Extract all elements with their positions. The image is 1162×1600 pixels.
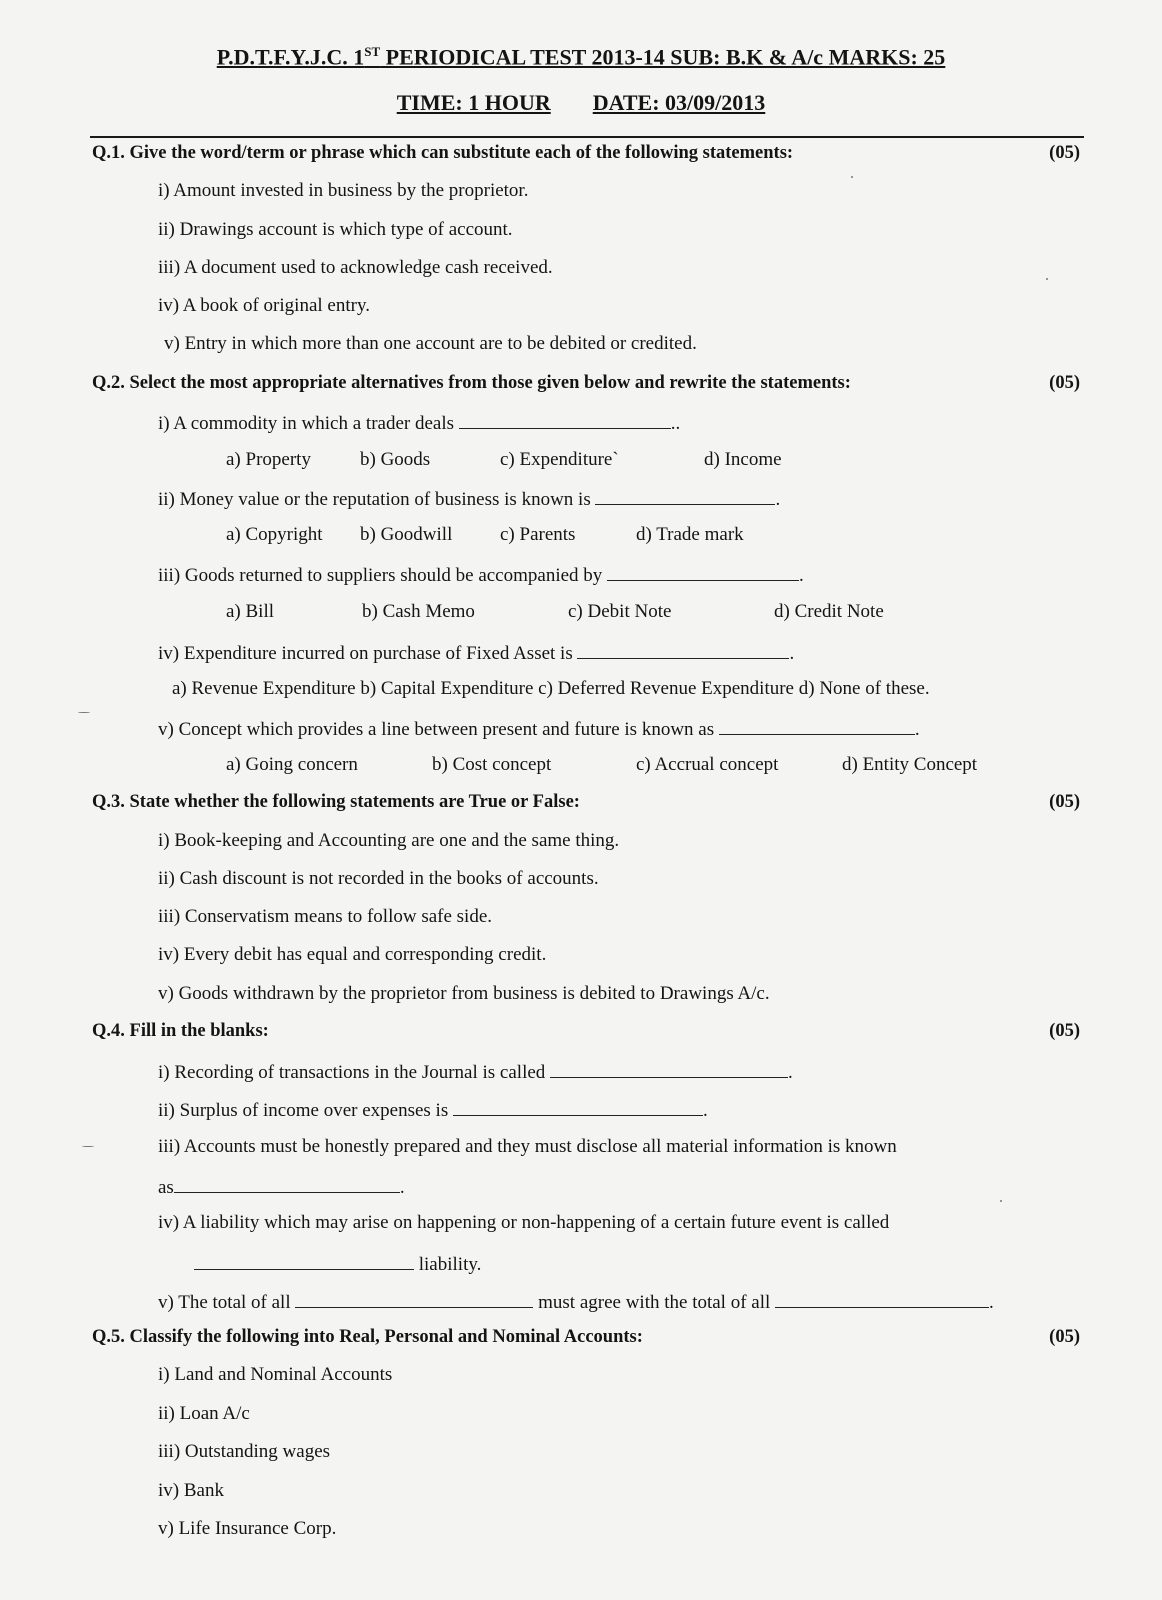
answer-blank [775, 1289, 989, 1308]
question-4-heading: Q.4. Fill in the blanks: (05) [92, 1021, 1080, 1041]
question-2-marks: (05) [1049, 373, 1080, 393]
q2-option: d) Trade mark [636, 524, 744, 545]
answer-blank [459, 410, 671, 429]
q3-item: iii) Conservatism means to follow safe side. [158, 906, 493, 927]
q2-option: a) Copyright [226, 524, 323, 545]
q4-item: iii) Accounts must be honestly prepared and they must disclose all material information is known [158, 1136, 897, 1157]
q5-item: v) Life Insurance Corp. [158, 1518, 337, 1539]
scan-speck [78, 712, 90, 713]
q2-options-line: a) Revenue Expenditure b) Capital Expenditure c) Deferred Revenue Expenditure d) None of these. [172, 678, 930, 699]
question-1-marks: (05) [1049, 143, 1080, 163]
q5-item: i) Land and Nominal Accounts [158, 1364, 393, 1385]
question-5-heading: Q.5. Classify the following into Real, Personal and Nominal Accounts: (05) [92, 1327, 1080, 1347]
q1-item: v) Entry in which more than one account are to be debited or credited. [164, 333, 697, 354]
q4-item: v) The total of all must agree with the total of all . [158, 1289, 994, 1314]
q1-item: i) Amount invested in business by the proprietor. [158, 180, 529, 201]
q2-item: v) Concept which provides a line between present and future is known as . [158, 716, 920, 741]
q2-option: c) Accrual concept [636, 754, 779, 775]
q3-item: ii) Cash discount is not recorded in the books of accounts. [158, 868, 599, 889]
q2-item: i) A commodity in which a trader deals .. [158, 410, 680, 435]
q4-item: iv) A liability which may arise on happening or non-happening of a certain future event is called [158, 1212, 890, 1233]
scan-speck [851, 176, 853, 178]
scan-speck [1000, 1200, 1002, 1202]
q1-item: iv) A book of original entry. [158, 295, 370, 316]
answer-blank [453, 1097, 703, 1116]
scan-speck [1046, 278, 1048, 280]
q2-option: d) Income [704, 449, 782, 470]
q4-item: ii) Surplus of income over expenses is . [158, 1097, 708, 1122]
q5-item: iii) Outstanding wages [158, 1441, 331, 1462]
question-5-marks: (05) [1049, 1327, 1080, 1347]
q2-option: a) Going concern [226, 754, 358, 775]
q4-item: liability. [194, 1251, 481, 1276]
question-2-heading: Q.2. Select the most appropriate alternatives from those given below and rewrite the statements: (05) [92, 373, 1080, 393]
time-label: TIME: 1 HOUR [396, 90, 551, 115]
answer-blank [577, 640, 789, 659]
q2-option: a) Property [226, 449, 311, 470]
q2-option: c) Debit Note [568, 601, 672, 622]
q4-item: i) Recording of transactions in the Journal is called . [158, 1059, 793, 1084]
answer-blank [295, 1289, 533, 1308]
q2-option: b) Cost concept [432, 754, 552, 775]
q3-item: v) Goods withdrawn by the proprietor from business is debited to Drawings A/c. [158, 983, 770, 1004]
question-3-marks: (05) [1049, 792, 1080, 812]
q2-item: ii) Money value or the reputation of business is known is . [158, 486, 780, 511]
q2-item: iii) Goods returned to suppliers should be accompanied by . [158, 562, 804, 587]
q2-option: d) Entity Concept [842, 754, 978, 775]
paper-time-date [0, 90, 1162, 116]
q2-option: c) Expenditure` [500, 449, 619, 470]
q5-item: ii) Loan A/c [158, 1403, 250, 1424]
q3-item: iv) Every debit has equal and corresponding credit. [158, 944, 547, 965]
question-1-heading: Q.1. Give the word/term or phrase which can substitute each of the following statements: (05) [92, 143, 1080, 163]
q2-item: iv) Expenditure incurred on purchase of Fixed Asset is . [158, 640, 794, 665]
q1-item: ii) Drawings account is which type of account. [158, 219, 513, 240]
question-3-heading: Q.3. State whether the following statements are True or False: (05) [92, 792, 1080, 812]
q2-option: c) Parents [500, 524, 576, 545]
q2-option: a) Bill [226, 601, 275, 622]
answer-blank [194, 1251, 414, 1270]
q4-item: as . [158, 1174, 405, 1199]
q3-item: i) Book-keeping and Accounting are one and the same thing. [158, 830, 620, 851]
answer-blank [719, 716, 915, 735]
paper-title: P.D.T.F.Y.J.C. 1ST PERIODICAL TEST 2013-14 SUB: B.K & A/c MARKS: 25 [216, 44, 946, 70]
answer-blank [550, 1059, 788, 1078]
answer-blank [595, 486, 775, 505]
question-4-marks: (05) [1049, 1021, 1080, 1041]
answer-blank [174, 1174, 400, 1193]
q2-option: b) Goodwill [360, 524, 453, 545]
q2-option: b) Goods [360, 449, 431, 470]
q5-item: iv) Bank [158, 1480, 224, 1501]
q1-item: iii) A document used to acknowledge cash received. [158, 257, 553, 278]
q2-option: d) Credit Note [774, 601, 884, 622]
q2-option: b) Cash Memo [362, 601, 475, 622]
answer-blank [607, 562, 799, 581]
date-label: DATE: 03/09/2013 [592, 90, 766, 115]
scan-speck [82, 1146, 94, 1147]
header-divider [90, 136, 1084, 138]
